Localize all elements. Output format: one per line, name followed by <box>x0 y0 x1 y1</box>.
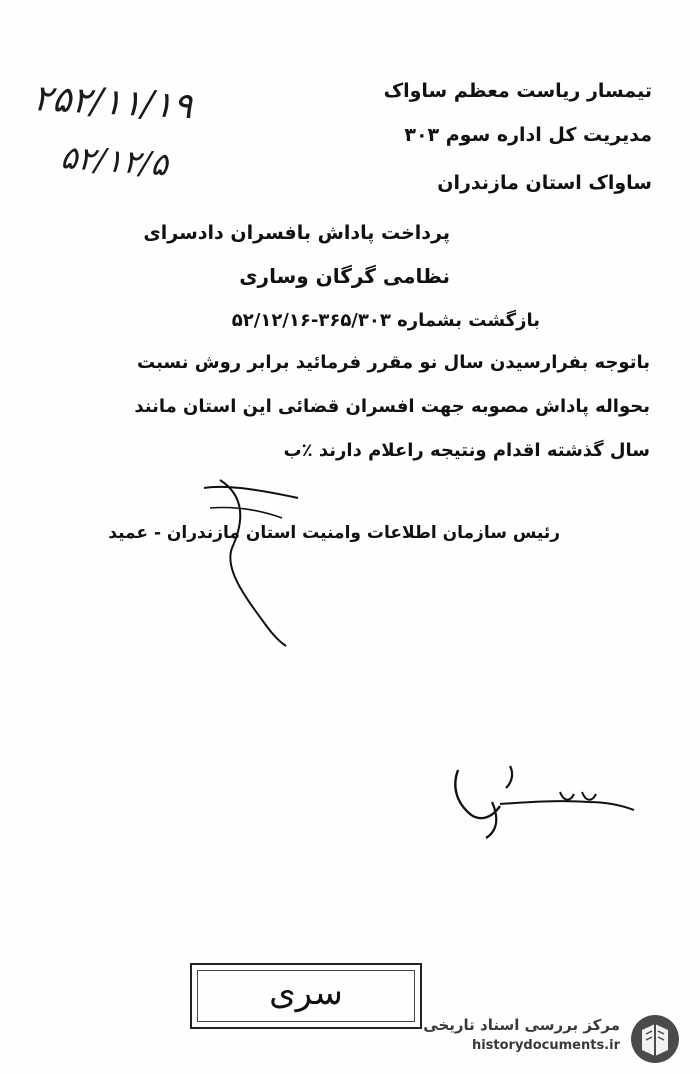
watermark <box>408 1012 688 1064</box>
stamp-text: سری <box>269 973 343 1013</box>
approval-scribble <box>190 478 320 648</box>
signer-title: رئیس سازمان اطلاعات وامنیت استان مازندران - عمید <box>108 523 560 543</box>
classification-stamp <box>190 963 422 1029</box>
header-line-3: ساواک استان مازندران <box>437 172 652 194</box>
watermark-logo-icon <box>628 1012 682 1066</box>
reference-line: بازگشت بشماره ۳۶۵/۳۰۳-۵۲/۱۲/۱۶ <box>231 310 540 331</box>
header-line-2: مدیریت کل اداره سوم ۳۰۳ <box>404 124 652 146</box>
body-line-1: باتوجه بفرارسیدن سال نو مقرر فرمائید برابر روش نسبت <box>137 352 650 373</box>
handwritten-number-2: ۵۲/۱۲/۵ <box>59 138 170 184</box>
signature <box>448 762 638 842</box>
watermark-site: historydocuments.ir <box>471 1038 620 1053</box>
body-line-2: بحواله پاداش مصوبه جهت افسران قضائی این استان مانند <box>134 396 650 417</box>
handwritten-number-1: ۲۵۲/۱۱/۱۹ <box>31 78 194 128</box>
watermark-name: مرکز بررسی اسناد تاریخی <box>423 1016 620 1034</box>
body-line-3: سال گذشته اقدام ونتیجه راعلام دارند ٪ب <box>283 440 650 461</box>
subject-line-2: نظامی گرگان وساری <box>239 264 450 288</box>
subject-line-1: پرداخت پاداش بافسران دادسرای <box>143 222 450 244</box>
header-line-1: تیمسار ریاست معظم ساواک <box>383 80 652 102</box>
